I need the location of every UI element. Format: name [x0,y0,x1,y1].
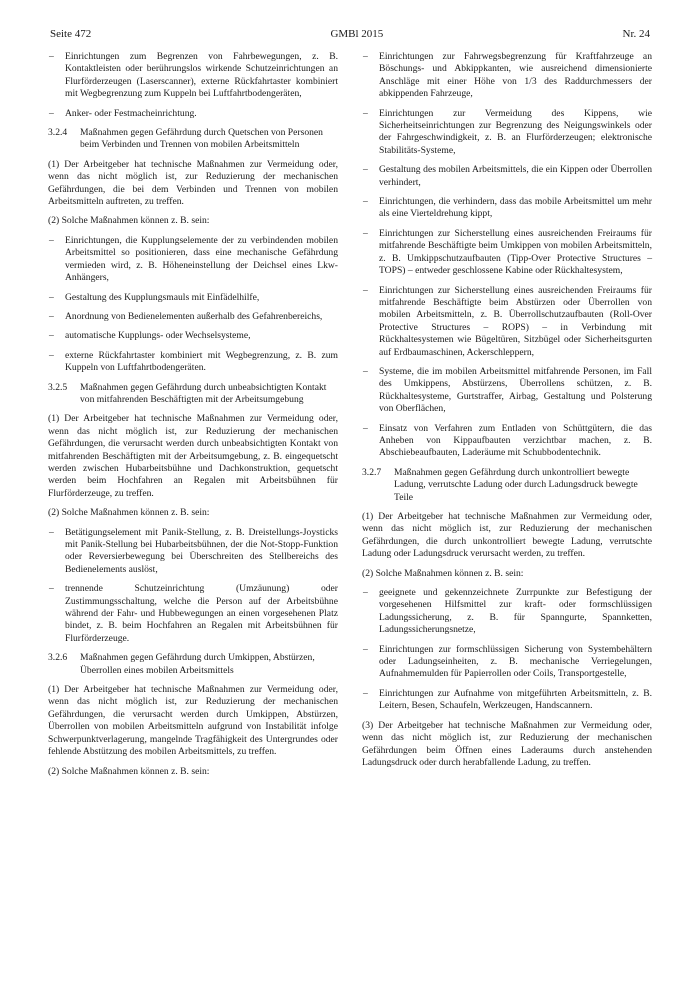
list-item-text: Einrichtungen zur formschlüssigen Sicherung von Systembehältern oder Ladungseinheiten, z. B. mechanische Verriegelungen, Aufnahmemulden für Papierrollen oder Coils, Transportgestelle, [379,643,652,680]
paragraph: (1) Der Arbeitgeber hat technische Maßnahmen zur Vermeidung oder, wenn das nicht möglich ist, zur Reduzierung der mechanischen Gefährdungen, die verursacht werden durch unbeabsichtigten Kontakt von mitfahrenden Beschäftigten mit der Arbeitsumgebung, z. B. eingequetscht werden zwischen Hubarbeitsbühne und Dachkonstruktion, gequetscht werden beim Hochfahren an Regalen mit Arbeitsbühnen für Flurförderzeuge, zu treffen. [48,413,338,499]
section-heading [48,652,338,677]
dash-bullet-icon: – [49,526,54,538]
list-item [48,527,338,577]
dash-bullet-icon: – [363,196,368,208]
page-header [48,28,652,40]
section-heading [48,127,338,152]
list-item-text: Anordnung von Bedienelementen außerhalb des Gefahrenbereichs, [65,310,323,322]
list-item [48,330,338,342]
paragraph: (2) Solche Maßnahmen können z. B. sein: [48,215,210,227]
paragraph: (2) Solche Maßnahmen können z. B. sein: [48,765,210,777]
list-item [362,51,652,101]
dash-bullet-icon: – [363,107,368,119]
list-item [48,235,338,285]
list-item-text: automatische Kupplungs- oder Wechselsysteme, [65,330,251,342]
dash-bullet-icon: – [49,583,54,595]
dash-bullet-icon: – [363,164,368,176]
list-item [48,350,338,375]
paragraph: (1) Der Arbeitgeber hat technische Maßnahmen zur Vermeidung oder, wenn das nicht möglich ist, zur Reduzierung der mechanischen Gefährdungen, die verursacht werden durch Umkippen, Abstürzen, Überrollen von mobilen Arbeitsmitteln aufgrund von Instabilität infolge Schwerpunktverlagerung, mangelnde Tragfähigkeit des Untergrundes oder fehlende Abstützung des mobilen Arbeitsmittels, zu treffen. [48,684,338,758]
list-item-text: Einrichtungen, die Kupplungselemente der zu verbindenden mobilen Arbeitsmittel so positionieren, dass eine mechanische Gefährdung vermieden wird, z. B. Höheneinstellung der Deichsel eines Lkw-Anhängers, [65,234,338,284]
list-item-text: externe Rückfahrtaster kombiniert mit Wegbegrenzung, z. B. zum Kuppeln von Luftfahrtbodengeräten. [65,349,338,374]
paragraph: (2) Solche Maßnahmen können z. B. sein: [362,567,524,579]
section-title: Maßnahmen gegen Gefährdung durch Quetschen von Personen beim Verbinden und Trennen von mobilen Arbeitsmitteln [80,127,323,151]
paragraph: (2) Solche Maßnahmen können z. B. sein: [48,507,210,519]
list-item-text: Einrichtungen zur Fahrwegsbegrenzung für Kraftfahrzeuge an Böschungs- und Abkippkanten, wie ausreichend dimensionierte Anschläge mit einer Höhe von 1/3 des Raddurchmessers der abkippenden Fahrzeuge, [379,51,652,100]
list-item [362,164,652,189]
right-column [362,51,652,785]
section-heading [48,382,338,407]
list-item [48,108,338,120]
paragraph: (3) Der Arbeitgeber hat technische Maßnahmen zur Vermeidung oder, wenn das nicht möglich ist, zur Reduzierung der mechanischen Gefährdungen beim Öffnen eines Laderaums durch anstehenden Ladungsdruck oder durch herabfallende Ladung, zu treffen. [362,719,652,768]
list-item [48,51,338,101]
issue-number: Nr. 24 [622,28,650,40]
paragraph: (1) Der Arbeitgeber hat technische Maßnahmen zur Vermeidung oder, wenn das nicht möglich ist, zur Reduzierung der mechanischen Gefährdungen, die bei dem Verbinden und Trennen von mobilen Arbeitsmitteln auftreten, zu treffen. [48,158,338,208]
section-number: 3.2.7 [362,466,382,478]
page-number: Seite 472 [50,28,92,40]
list-item-text: Anker- oder Festmacheinrichtung. [65,107,197,119]
list-item-text: Systeme, die im mobilen Arbeitsmittel mitfahrende Personen, im Fall des Umkippens, Abstürzens, Überrollens schützen, z. B. Rückhaltesysteme, Gurtstraffer, Airbag, Gestaltung und Polsterung von Oberflächen, [379,365,652,415]
list-item [362,196,652,221]
list-item [362,423,652,460]
list-item [48,292,338,304]
text-columns [48,51,652,785]
dash-bullet-icon: – [363,284,368,296]
dash-bullet-icon: – [363,51,368,62]
dash-bullet-icon: – [49,51,54,62]
list-item-text: Gestaltung des Kupplungsmauls mit Einfädelhilfe, [65,291,260,303]
dash-bullet-icon: – [49,349,54,361]
publication-name: GMBl 2015 [330,28,384,40]
list-item-text: Einsatz von Verfahren zum Entladen von Schüttgütern, die das Anheben von Kippaufbauten verzichtbar machen, z. B. Abschiebeaufbauten, Laderäume mit Schubbodentechnik. [379,422,652,459]
section-number: 3.2.4 [48,127,68,139]
list-item-text: Gestaltung des mobilen Arbeitsmittels, die ein Kippen oder Überrollen verhindert, [379,164,652,188]
section-number: 3.2.6 [48,652,68,664]
list-item [362,688,652,713]
list-item-text: Einrichtungen zur Aufnahme von mitgeführten Arbeitsmitteln, z. B. Leitern, Besen, Schaufeln, Werkzeugen, Handscannern. [379,687,652,712]
dash-bullet-icon: – [49,330,54,342]
list-item-text: Einrichtungen zur Sicherstellung eines ausreichenden Freiraums für mitfahrende Beschäftigte beim Abstürzen oder Überrollen von mobilen Arbeitsmitteln, z. B. Überrollschutzaufbauten (Roll-Over Protective Structures – ROPS) – in Verbindung mit Rückhaltesystemen wie Bügeltüren, Sitzbügel oder Sicherheitsgurten auf Erdbaumaschinen, Ackerschleppern, [379,284,652,358]
dash-bullet-icon: – [363,687,368,699]
list-item-text: Einrichtungen, die verhindern, dass das mobile Arbeitsmittel um mehr als eine Vierteldrehung kippt, [379,196,652,220]
left-column [48,51,338,785]
dash-bullet-icon: – [363,365,368,377]
dash-bullet-icon: – [363,587,368,599]
section-heading [362,467,652,504]
list-item [362,108,652,158]
section-number: 3.2.5 [48,381,68,393]
list-item [48,311,338,323]
list-item [362,644,652,681]
dash-bullet-icon: – [363,643,368,655]
dash-bullet-icon: – [49,234,54,246]
list-item-text: Betätigungselement mit Panik-Stellung, z. B. Dreistellungs-Joysticks mit Panik-Stellung bei Hubarbeitsbühnen, der die Not-Stopp-Funktion oder Reversierbewegung bei Überschreiten des Stellbereichs des Bedienelements auslöst, [65,526,338,575]
paragraph: (1) Der Arbeitgeber hat technische Maßnahmen zur Vermeidung oder, wenn das nicht möglich ist, zur Reduzierung der mechanischen Gefährdungen, die durch unkontrolliert bewegte Ladung, verrutschte Ladung oder Ladungsdruck verursacht werden, zu treffen. [362,511,652,560]
list-item [362,285,652,359]
list-item [362,587,652,637]
dash-bullet-icon: – [363,227,368,239]
dash-bullet-icon: – [363,422,368,434]
list-item-text: geeignete und gekennzeichnete Zurrpunkte zur Befestigung der vorgesehenen Hilfsmittel zur kraft- oder formschlüssigen Ladungssicherung, z. B. für Spanngurte, Spannketten, Ladungssicherungsnetze, [379,587,652,636]
list-item-text: Einrichtungen zur Vermeidung des Kippens, wie Sicherheitseinrichtungen zur Begrenzung des Neigungswinkels oder der Fahrgeschwindigkeit, z. B. an Flurförderzeugen; elektronische Stabilitäts-Systeme, [379,107,652,156]
list-item-text: Einrichtungen zur Sicherstellung eines ausreichenden Freiraums für mitfahrende Beschäftigte beim Umkippen von mobilen Arbeitsmitteln, z. B. Umkippschutzaufbauten (Tipp-Over Protective Structures – TOPS) – entweder geschlossene Kabine oder Rückhaltesystem, [379,227,652,277]
list-item-text: Einrichtungen zum Begrenzen von Fahrbewegungen, z. B. Kontaktleisten oder berührungslos wirkende Schutzeinrichtungen an Flurförderzeugen (Laserscanner), externe Rückfahrtaster kombiniert mit Wegbegrenzung zum Kuppeln bei Luftfahrtbodengeräten, [65,51,338,100]
section-title: Maßnahmen gegen Gefährdung durch unbeabsichtigten Kontakt von mitfahrenden Beschäftigten mit der Arbeitsumgebung [80,381,327,405]
list-item [48,583,338,645]
list-item-text: trennende Schutzeinrichtung (Umzäunung) oder Zustimmungsschaltung, welche die Person auf der Arbeitsbühne während der Fahr- und Hubbewegungen an einen vorgesehenen Platz bindet, z. B. beim Hochfahren an Regalen mit Arbeitsbühnen für Flurförderzeuge. [65,583,338,644]
dash-bullet-icon: – [49,291,54,303]
list-item [362,366,652,416]
section-title: Maßnahmen gegen Gefährdung durch Umkippen, Abstürzen, Überrollen eines mobilen Arbeitsmittels [80,652,315,676]
dash-bullet-icon: – [49,310,54,322]
section-title: Maßnahmen gegen Gefährdung durch unkontrolliert bewegte Ladung, verrutschte Ladung oder durch Ladungsdruck bewegte Teile [394,466,638,503]
dash-bullet-icon: – [49,107,54,119]
list-item [362,228,652,278]
